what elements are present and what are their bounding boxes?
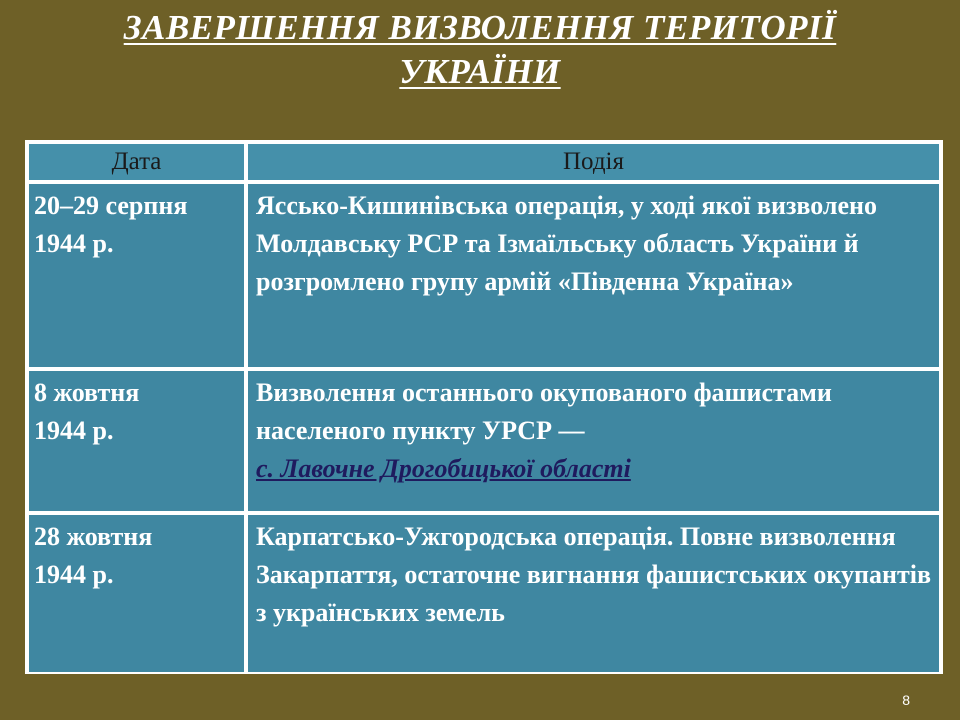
- date-cell: [29, 184, 244, 367]
- table-row: [29, 371, 939, 511]
- village-link[interactable]: с. Лавочне Дрогобицької області: [256, 454, 631, 483]
- date-text: 8 жовтня: [34, 378, 140, 407]
- event-text: Яссько-Кишинівська операція, у ході якої визволено Молдавську РСР та Ізмаїльську область України й розгромлено групу армій «Південна Україна»: [256, 191, 878, 296]
- year-text: 1944 р.: [34, 560, 114, 589]
- year-text: 1944 р.: [34, 416, 114, 445]
- event-cell: [248, 184, 939, 367]
- event-cell: [248, 371, 939, 511]
- event-text: Визволення останнього окупованого фашистами населеного пункту УРСР —: [256, 378, 832, 445]
- header-date: Дата: [29, 144, 244, 180]
- event-text: Карпатсько-Ужгородська операція. Повне визволення Закарпаття, остаточне вигнання фашистських окупантів з українських земель: [256, 522, 931, 627]
- date-text: 28 жовтня: [34, 522, 153, 551]
- event-cell: [248, 515, 939, 672]
- table-header-row: [29, 144, 939, 180]
- header-event: Подія: [248, 144, 939, 180]
- slide-title: [40, 6, 920, 94]
- date-cell: [29, 371, 244, 511]
- slide-title-line1: ЗАВЕРШЕННЯ ВИЗВОЛЕННЯ ТЕРИТОРІЇ: [123, 8, 837, 47]
- year-text: 1944 р.: [34, 229, 114, 258]
- date-cell: [29, 515, 244, 672]
- table-row: [29, 184, 939, 367]
- page-number: 8: [902, 692, 910, 708]
- date-text: 20–29 серпня: [34, 191, 188, 220]
- events-table: [25, 140, 943, 676]
- table-row: [29, 515, 939, 672]
- events-table-container: [25, 140, 943, 674]
- slide-title-line2: УКРАЇНИ: [399, 52, 561, 91]
